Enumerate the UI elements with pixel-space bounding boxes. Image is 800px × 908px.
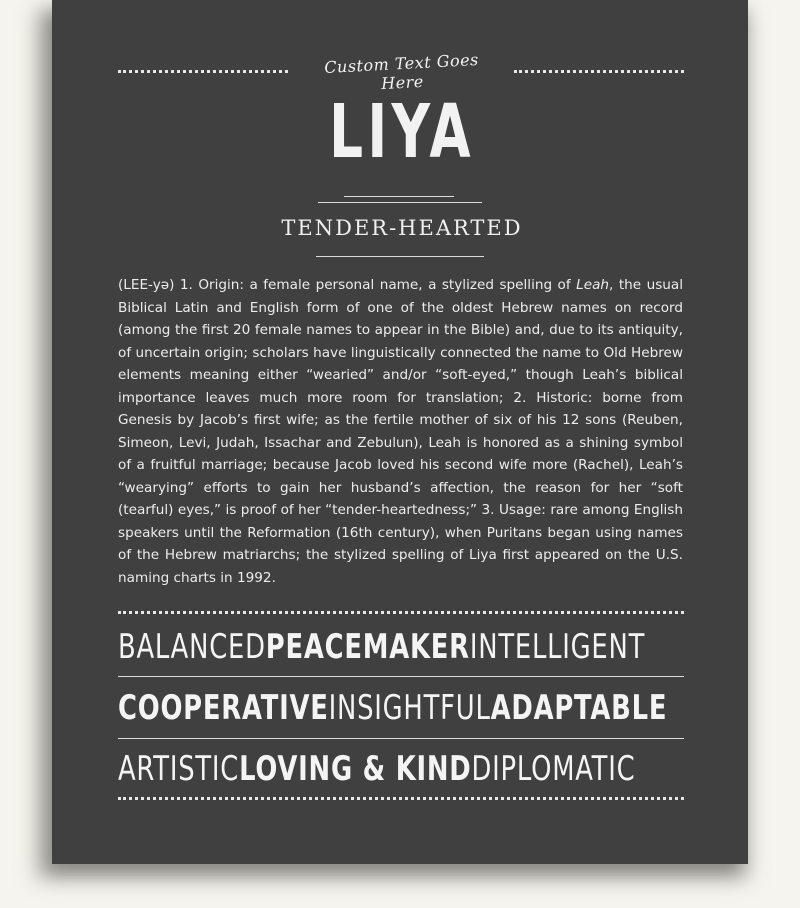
rule-lower <box>316 256 484 257</box>
trait-word: BALANCED <box>118 627 266 667</box>
definition-italic-word: Leah <box>576 277 610 293</box>
pronunciation: (LEE-yə) <box>118 277 175 293</box>
trait-word: INSIGHTFUL <box>328 688 491 728</box>
trait-divider-1 <box>118 676 684 677</box>
rule-upper-2 <box>318 202 482 203</box>
trait-word: ADAPTABLE <box>490 688 668 728</box>
name-meaning: TENDER-HEARTED <box>281 216 523 240</box>
trait-row-1 <box>118 624 683 670</box>
trait-word: COOPERATIVE <box>118 688 329 728</box>
name-title: LIYA <box>329 89 475 175</box>
top-right-dots <box>514 70 684 73</box>
traits-top-dots <box>118 611 684 614</box>
definition-text-1: 1. Origin: a female personal name, a stylized spelling of <box>174 277 577 293</box>
rule-upper-1 <box>344 196 454 197</box>
definition-paragraph <box>118 274 683 589</box>
trait-word: LOVING & KIND <box>239 749 472 789</box>
trait-divider-2 <box>118 738 684 739</box>
trait-word: ARTISTIC <box>118 749 240 789</box>
trait-word: DIPLOMATIC <box>471 749 636 789</box>
name-poster <box>52 0 748 864</box>
tagline: Custom Text Goes Here <box>323 49 480 94</box>
definition-text-2: , the usual Biblical Latin and English form of one of the oldest Hebrew names on record (among the first 20 female names to appear in the Bible) and, due to its antiquity, of uncertain origin; scholars have linguistically connected the name to Old Hebrew elements meaning either “wearied” and/or “soft-eyed,” though Leah’s biblical importance leaves much more room for translation; 2. Historic: borne from Genesis by Jacob’s first wife; as the fertile mother of six of his 12 sons (Reuben, Simeon, Levi, Judah, Issachar and Zebulun), Leah is honored as a shining symbol of a fruitful marriage; because Jacob loved his second wife more (Rachel), Leah’s “wearying” efforts to gain her husband’s affection, the reason for her “soft (tearful) eyes,” is proof of her “tender-heartedness;” 3. Usage: rare among English speakers until the Reformation (16th century), when Puritans began using names of the Hebrew matriarchs; the stylized spelling of Liya first appeared on the U.S. naming charts in 1992. <box>118 277 684 586</box>
trait-word: INTELLIGENT <box>469 627 646 667</box>
trait-row-2 <box>118 685 683 731</box>
top-left-dots <box>118 70 288 73</box>
traits-bottom-dots <box>118 797 684 800</box>
trait-word: PEACEMAKER <box>265 627 470 667</box>
trait-row-3 <box>118 746 683 792</box>
